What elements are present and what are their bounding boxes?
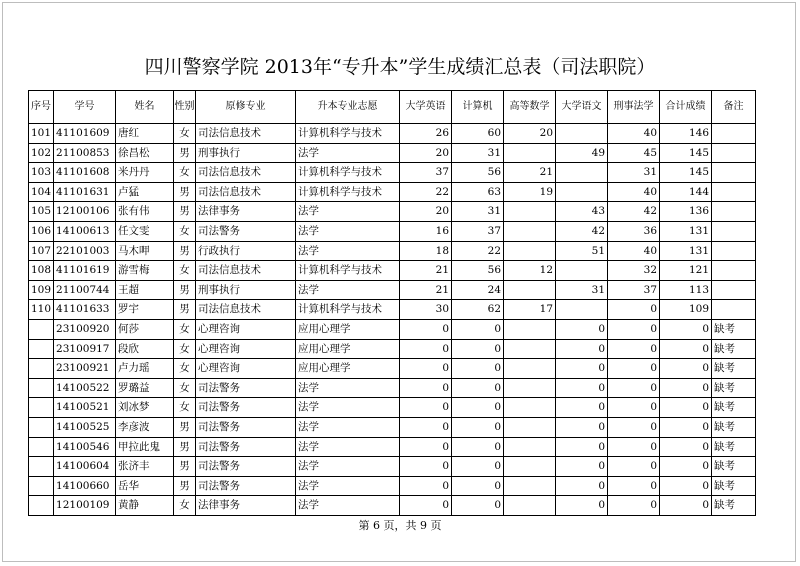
cell-name: 卢力瑶 (116, 359, 174, 379)
cell-seq: 102 (29, 143, 54, 163)
cell-student-id: 41101609 (54, 124, 116, 144)
cell-english: 0 (400, 378, 452, 398)
cell-original-major: 司法警务 (196, 221, 296, 241)
cell-total: 113 (660, 280, 712, 300)
cell-computer: 0 (452, 398, 504, 418)
cell-remark (712, 143, 756, 163)
cell-seq (29, 319, 54, 339)
cell-seq (29, 378, 54, 398)
cell-original-major: 心理咨询 (196, 359, 296, 379)
cell-target-major: 法学 (296, 417, 400, 437)
cell-criminal-law: 31 (608, 163, 660, 183)
cell-original-major: 行政执行 (196, 241, 296, 261)
cell-computer: 56 (452, 261, 504, 281)
cell-computer: 31 (452, 202, 504, 222)
table-row (29, 163, 756, 183)
cell-math (504, 202, 556, 222)
cell-target-major: 法学 (296, 457, 400, 477)
cell-student-id: 41101633 (54, 300, 116, 320)
cell-gender: 女 (174, 496, 196, 516)
cell-chinese (556, 300, 608, 320)
header-cell: 大学语文 (556, 91, 608, 124)
table-row (29, 398, 756, 418)
cell-student-id: 14100613 (54, 221, 116, 241)
cell-gender: 女 (174, 261, 196, 281)
cell-english: 21 (400, 280, 452, 300)
cell-chinese: 0 (556, 319, 608, 339)
score-table (28, 90, 756, 516)
cell-target-major: 计算机科学与技术 (296, 300, 400, 320)
cell-original-major: 司法信息技术 (196, 163, 296, 183)
cell-gender: 男 (174, 300, 196, 320)
table-row (29, 300, 756, 320)
cell-name: 游雪梅 (116, 261, 174, 281)
cell-criminal-law: 40 (608, 124, 660, 144)
cell-remark: 缺考 (712, 417, 756, 437)
cell-seq (29, 476, 54, 496)
cell-chinese: 42 (556, 221, 608, 241)
table-row (29, 476, 756, 496)
cell-english: 16 (400, 221, 452, 241)
table-row (29, 124, 756, 144)
cell-total: 131 (660, 241, 712, 261)
cell-student-id: 14100604 (54, 457, 116, 477)
cell-remark: 缺考 (712, 398, 756, 418)
cell-chinese: 0 (556, 398, 608, 418)
table-row (29, 496, 756, 516)
cell-name: 刘冰梦 (116, 398, 174, 418)
cell-student-id: 23100917 (54, 339, 116, 359)
cell-remark: 缺考 (712, 476, 756, 496)
cell-original-major: 心理咨询 (196, 339, 296, 359)
cell-student-id: 14100660 (54, 476, 116, 496)
cell-name: 黄静 (116, 496, 174, 516)
cell-math (504, 221, 556, 241)
cell-gender: 男 (174, 241, 196, 261)
cell-criminal-law: 40 (608, 182, 660, 202)
cell-original-major: 司法警务 (196, 457, 296, 477)
cell-english: 0 (400, 476, 452, 496)
cell-total: 0 (660, 457, 712, 477)
cell-english: 0 (400, 359, 452, 379)
cell-criminal-law: 0 (608, 496, 660, 516)
cell-computer: 0 (452, 319, 504, 339)
table-row (29, 261, 756, 281)
cell-student-id: 41101619 (54, 261, 116, 281)
cell-target-major: 应用心理学 (296, 319, 400, 339)
cell-criminal-law: 0 (608, 339, 660, 359)
cell-gender: 男 (174, 476, 196, 496)
cell-chinese: 43 (556, 202, 608, 222)
cell-math (504, 241, 556, 261)
cell-remark: 缺考 (712, 319, 756, 339)
cell-total: 0 (660, 496, 712, 516)
cell-original-major: 司法警务 (196, 476, 296, 496)
cell-seq (29, 398, 54, 418)
cell-original-major: 司法警务 (196, 398, 296, 418)
cell-name: 段欣 (116, 339, 174, 359)
cell-remark: 缺考 (712, 496, 756, 516)
cell-student-id: 14100522 (54, 378, 116, 398)
cell-computer: 0 (452, 457, 504, 477)
cell-english: 30 (400, 300, 452, 320)
cell-math (504, 437, 556, 457)
cell-original-major: 司法信息技术 (196, 261, 296, 281)
cell-computer: 63 (452, 182, 504, 202)
cell-seq: 109 (29, 280, 54, 300)
page-title: 四川警察学院 2013年“专升本”学生成绩汇总表（司法职院） (144, 56, 656, 78)
cell-math: 17 (504, 300, 556, 320)
cell-gender: 女 (174, 398, 196, 418)
cell-chinese: 0 (556, 339, 608, 359)
cell-student-id: 12100109 (54, 496, 116, 516)
cell-original-major: 刑事执行 (196, 280, 296, 300)
cell-chinese (556, 182, 608, 202)
cell-criminal-law: 36 (608, 221, 660, 241)
cell-chinese: 0 (556, 437, 608, 457)
cell-name: 罗璐益 (116, 378, 174, 398)
cell-math (504, 417, 556, 437)
page-footer: 第 6 页，共 9 页 (358, 519, 442, 532)
cell-criminal-law: 32 (608, 261, 660, 281)
cell-target-major: 法学 (296, 496, 400, 516)
cell-gender: 女 (174, 339, 196, 359)
cell-original-major: 刑事执行 (196, 143, 296, 163)
cell-target-major: 应用心理学 (296, 339, 400, 359)
cell-gender: 女 (174, 221, 196, 241)
cell-criminal-law: 0 (608, 378, 660, 398)
cell-computer: 60 (452, 124, 504, 144)
table-row (29, 457, 756, 477)
cell-remark: 缺考 (712, 339, 756, 359)
cell-computer: 0 (452, 339, 504, 359)
cell-criminal-law: 0 (608, 476, 660, 496)
cell-name: 王超 (116, 280, 174, 300)
cell-criminal-law: 42 (608, 202, 660, 222)
cell-remark (712, 202, 756, 222)
cell-student-id: 12100106 (54, 202, 116, 222)
cell-english: 37 (400, 163, 452, 183)
cell-remark: 缺考 (712, 359, 756, 379)
cell-criminal-law: 45 (608, 143, 660, 163)
cell-original-major: 法律事务 (196, 202, 296, 222)
cell-criminal-law: 37 (608, 280, 660, 300)
cell-chinese: 0 (556, 359, 608, 379)
cell-criminal-law: 40 (608, 241, 660, 261)
cell-computer: 31 (452, 143, 504, 163)
cell-name: 岳华 (116, 476, 174, 496)
cell-seq: 108 (29, 261, 54, 281)
cell-criminal-law: 0 (608, 417, 660, 437)
cell-gender: 女 (174, 163, 196, 183)
cell-name: 罗宇 (116, 300, 174, 320)
table-row (29, 202, 756, 222)
cell-total: 0 (660, 437, 712, 457)
cell-name: 张有伟 (116, 202, 174, 222)
cell-original-major: 司法警务 (196, 378, 296, 398)
header-cell: 高等数学 (504, 91, 556, 124)
header-cell: 计算机 (452, 91, 504, 124)
cell-total: 0 (660, 378, 712, 398)
cell-gender: 男 (174, 202, 196, 222)
cell-target-major: 计算机科学与技术 (296, 124, 400, 144)
cell-target-major: 计算机科学与技术 (296, 261, 400, 281)
cell-remark (712, 163, 756, 183)
table-row (29, 182, 756, 202)
cell-computer: 56 (452, 163, 504, 183)
cell-remark (712, 124, 756, 144)
table-row (29, 437, 756, 457)
cell-total: 145 (660, 163, 712, 183)
cell-target-major: 法学 (296, 241, 400, 261)
cell-target-major: 计算机科学与技术 (296, 163, 400, 183)
cell-total: 0 (660, 398, 712, 418)
cell-computer: 22 (452, 241, 504, 261)
table-row (29, 319, 756, 339)
cell-total: 136 (660, 202, 712, 222)
cell-math (504, 143, 556, 163)
cell-computer: 0 (452, 417, 504, 437)
cell-criminal-law: 0 (608, 437, 660, 457)
cell-math: 21 (504, 163, 556, 183)
cell-gender: 女 (174, 319, 196, 339)
cell-english: 0 (400, 496, 452, 516)
cell-chinese: 51 (556, 241, 608, 261)
cell-gender: 男 (174, 457, 196, 477)
cell-computer: 0 (452, 437, 504, 457)
cell-target-major: 法学 (296, 378, 400, 398)
cell-remark (712, 300, 756, 320)
cell-english: 0 (400, 398, 452, 418)
cell-seq (29, 496, 54, 516)
cell-name: 马木呷 (116, 241, 174, 261)
header-cell: 刑事法学 (608, 91, 660, 124)
cell-chinese (556, 163, 608, 183)
cell-criminal-law: 0 (608, 457, 660, 477)
cell-gender: 女 (174, 124, 196, 144)
cell-seq: 103 (29, 163, 54, 183)
cell-total: 0 (660, 476, 712, 496)
cell-total: 146 (660, 124, 712, 144)
cell-target-major: 法学 (296, 202, 400, 222)
cell-target-major: 法学 (296, 143, 400, 163)
cell-student-id: 41101631 (54, 182, 116, 202)
cell-english: 0 (400, 319, 452, 339)
cell-target-major: 法学 (296, 437, 400, 457)
cell-computer: 0 (452, 496, 504, 516)
cell-chinese: 0 (556, 496, 608, 516)
cell-remark (712, 182, 756, 202)
cell-name: 张济丰 (116, 457, 174, 477)
cell-criminal-law: 0 (608, 319, 660, 339)
cell-target-major: 计算机科学与技术 (296, 182, 400, 202)
cell-student-id: 21100853 (54, 143, 116, 163)
table-row (29, 339, 756, 359)
cell-seq: 110 (29, 300, 54, 320)
cell-chinese: 49 (556, 143, 608, 163)
cell-original-major: 司法信息技术 (196, 300, 296, 320)
cell-criminal-law: 0 (608, 300, 660, 320)
cell-target-major: 应用心理学 (296, 359, 400, 379)
header-cell: 学号 (54, 91, 116, 124)
cell-criminal-law: 0 (608, 398, 660, 418)
cell-student-id: 22101003 (54, 241, 116, 261)
table-row (29, 241, 756, 261)
cell-student-id: 14100546 (54, 437, 116, 457)
cell-seq: 106 (29, 221, 54, 241)
cell-name: 徐昌松 (116, 143, 174, 163)
header-cell: 姓名 (116, 91, 174, 124)
cell-computer: 37 (452, 221, 504, 241)
table-row (29, 378, 756, 398)
cell-english: 26 (400, 124, 452, 144)
cell-seq (29, 417, 54, 437)
cell-english: 0 (400, 457, 452, 477)
cell-math (504, 339, 556, 359)
cell-target-major: 法学 (296, 476, 400, 496)
cell-student-id: 23100920 (54, 319, 116, 339)
cell-gender: 男 (174, 417, 196, 437)
cell-seq: 101 (29, 124, 54, 144)
cell-original-major: 法律事务 (196, 496, 296, 516)
cell-total: 0 (660, 417, 712, 437)
table-row (29, 143, 756, 163)
cell-name: 任文雯 (116, 221, 174, 241)
cell-seq (29, 457, 54, 477)
cell-english: 20 (400, 143, 452, 163)
cell-target-major: 法学 (296, 221, 400, 241)
table-row (29, 221, 756, 241)
table-row (29, 417, 756, 437)
cell-seq: 107 (29, 241, 54, 261)
cell-math: 19 (504, 182, 556, 202)
cell-english: 0 (400, 437, 452, 457)
cell-english: 0 (400, 339, 452, 359)
cell-remark (712, 261, 756, 281)
cell-math (504, 378, 556, 398)
cell-chinese: 31 (556, 280, 608, 300)
table-row (29, 280, 756, 300)
cell-seq: 105 (29, 202, 54, 222)
cell-english: 22 (400, 182, 452, 202)
cell-math (504, 359, 556, 379)
header-cell: 合计成绩 (660, 91, 712, 124)
cell-target-major: 法学 (296, 398, 400, 418)
header-cell: 性别 (174, 91, 196, 124)
cell-math (504, 476, 556, 496)
cell-english: 21 (400, 261, 452, 281)
cell-total: 109 (660, 300, 712, 320)
cell-gender: 女 (174, 378, 196, 398)
cell-math (504, 319, 556, 339)
cell-total: 144 (660, 182, 712, 202)
cell-gender: 男 (174, 182, 196, 202)
cell-remark: 缺考 (712, 457, 756, 477)
cell-english: 18 (400, 241, 452, 261)
cell-remark (712, 280, 756, 300)
cell-original-major: 司法信息技术 (196, 124, 296, 144)
cell-math: 20 (504, 124, 556, 144)
cell-chinese (556, 124, 608, 144)
cell-total: 131 (660, 221, 712, 241)
cell-name: 甲拉此鬼 (116, 437, 174, 457)
cell-gender: 男 (174, 437, 196, 457)
cell-chinese: 0 (556, 457, 608, 477)
cell-student-id: 14100521 (54, 398, 116, 418)
cell-total: 0 (660, 359, 712, 379)
cell-math (504, 398, 556, 418)
cell-math (504, 280, 556, 300)
cell-computer: 24 (452, 280, 504, 300)
cell-student-id: 14100525 (54, 417, 116, 437)
cell-computer: 0 (452, 359, 504, 379)
cell-computer: 0 (452, 378, 504, 398)
cell-original-major: 司法信息技术 (196, 182, 296, 202)
cell-gender: 女 (174, 359, 196, 379)
cell-total: 0 (660, 319, 712, 339)
cell-math (504, 496, 556, 516)
cell-chinese (556, 261, 608, 281)
cell-chinese: 0 (556, 476, 608, 496)
header-row (29, 91, 756, 124)
cell-student-id: 41101608 (54, 163, 116, 183)
header-cell: 原修专业 (196, 91, 296, 124)
cell-student-id: 21100744 (54, 280, 116, 300)
cell-name: 李彦波 (116, 417, 174, 437)
cell-name: 卢猛 (116, 182, 174, 202)
cell-name: 米丹丹 (116, 163, 174, 183)
cell-remark: 缺考 (712, 437, 756, 457)
cell-computer: 62 (452, 300, 504, 320)
header-cell: 大学英语 (400, 91, 452, 124)
cell-original-major: 司法警务 (196, 437, 296, 457)
cell-gender: 男 (174, 143, 196, 163)
cell-total: 145 (660, 143, 712, 163)
cell-seq (29, 339, 54, 359)
header-cell: 备注 (712, 91, 756, 124)
cell-seq: 104 (29, 182, 54, 202)
cell-remark (712, 221, 756, 241)
cell-original-major: 司法警务 (196, 417, 296, 437)
cell-math (504, 457, 556, 477)
cell-name: 唐红 (116, 124, 174, 144)
table-row (29, 359, 756, 379)
cell-english: 0 (400, 417, 452, 437)
cell-total: 0 (660, 339, 712, 359)
cell-name: 何莎 (116, 319, 174, 339)
cell-total: 121 (660, 261, 712, 281)
cell-remark (712, 241, 756, 261)
cell-seq (29, 437, 54, 457)
cell-chinese: 0 (556, 378, 608, 398)
cell-computer: 0 (452, 476, 504, 496)
cell-gender: 男 (174, 280, 196, 300)
header-cell: 序号 (29, 91, 54, 124)
cell-student-id: 23100921 (54, 359, 116, 379)
cell-target-major: 法学 (296, 280, 400, 300)
cell-chinese: 0 (556, 417, 608, 437)
cell-math: 12 (504, 261, 556, 281)
cell-criminal-law: 0 (608, 359, 660, 379)
cell-english: 20 (400, 202, 452, 222)
cell-seq (29, 359, 54, 379)
cell-original-major: 心理咨询 (196, 319, 296, 339)
header-cell: 升本专业志愿 (296, 91, 400, 124)
cell-remark: 缺考 (712, 378, 756, 398)
